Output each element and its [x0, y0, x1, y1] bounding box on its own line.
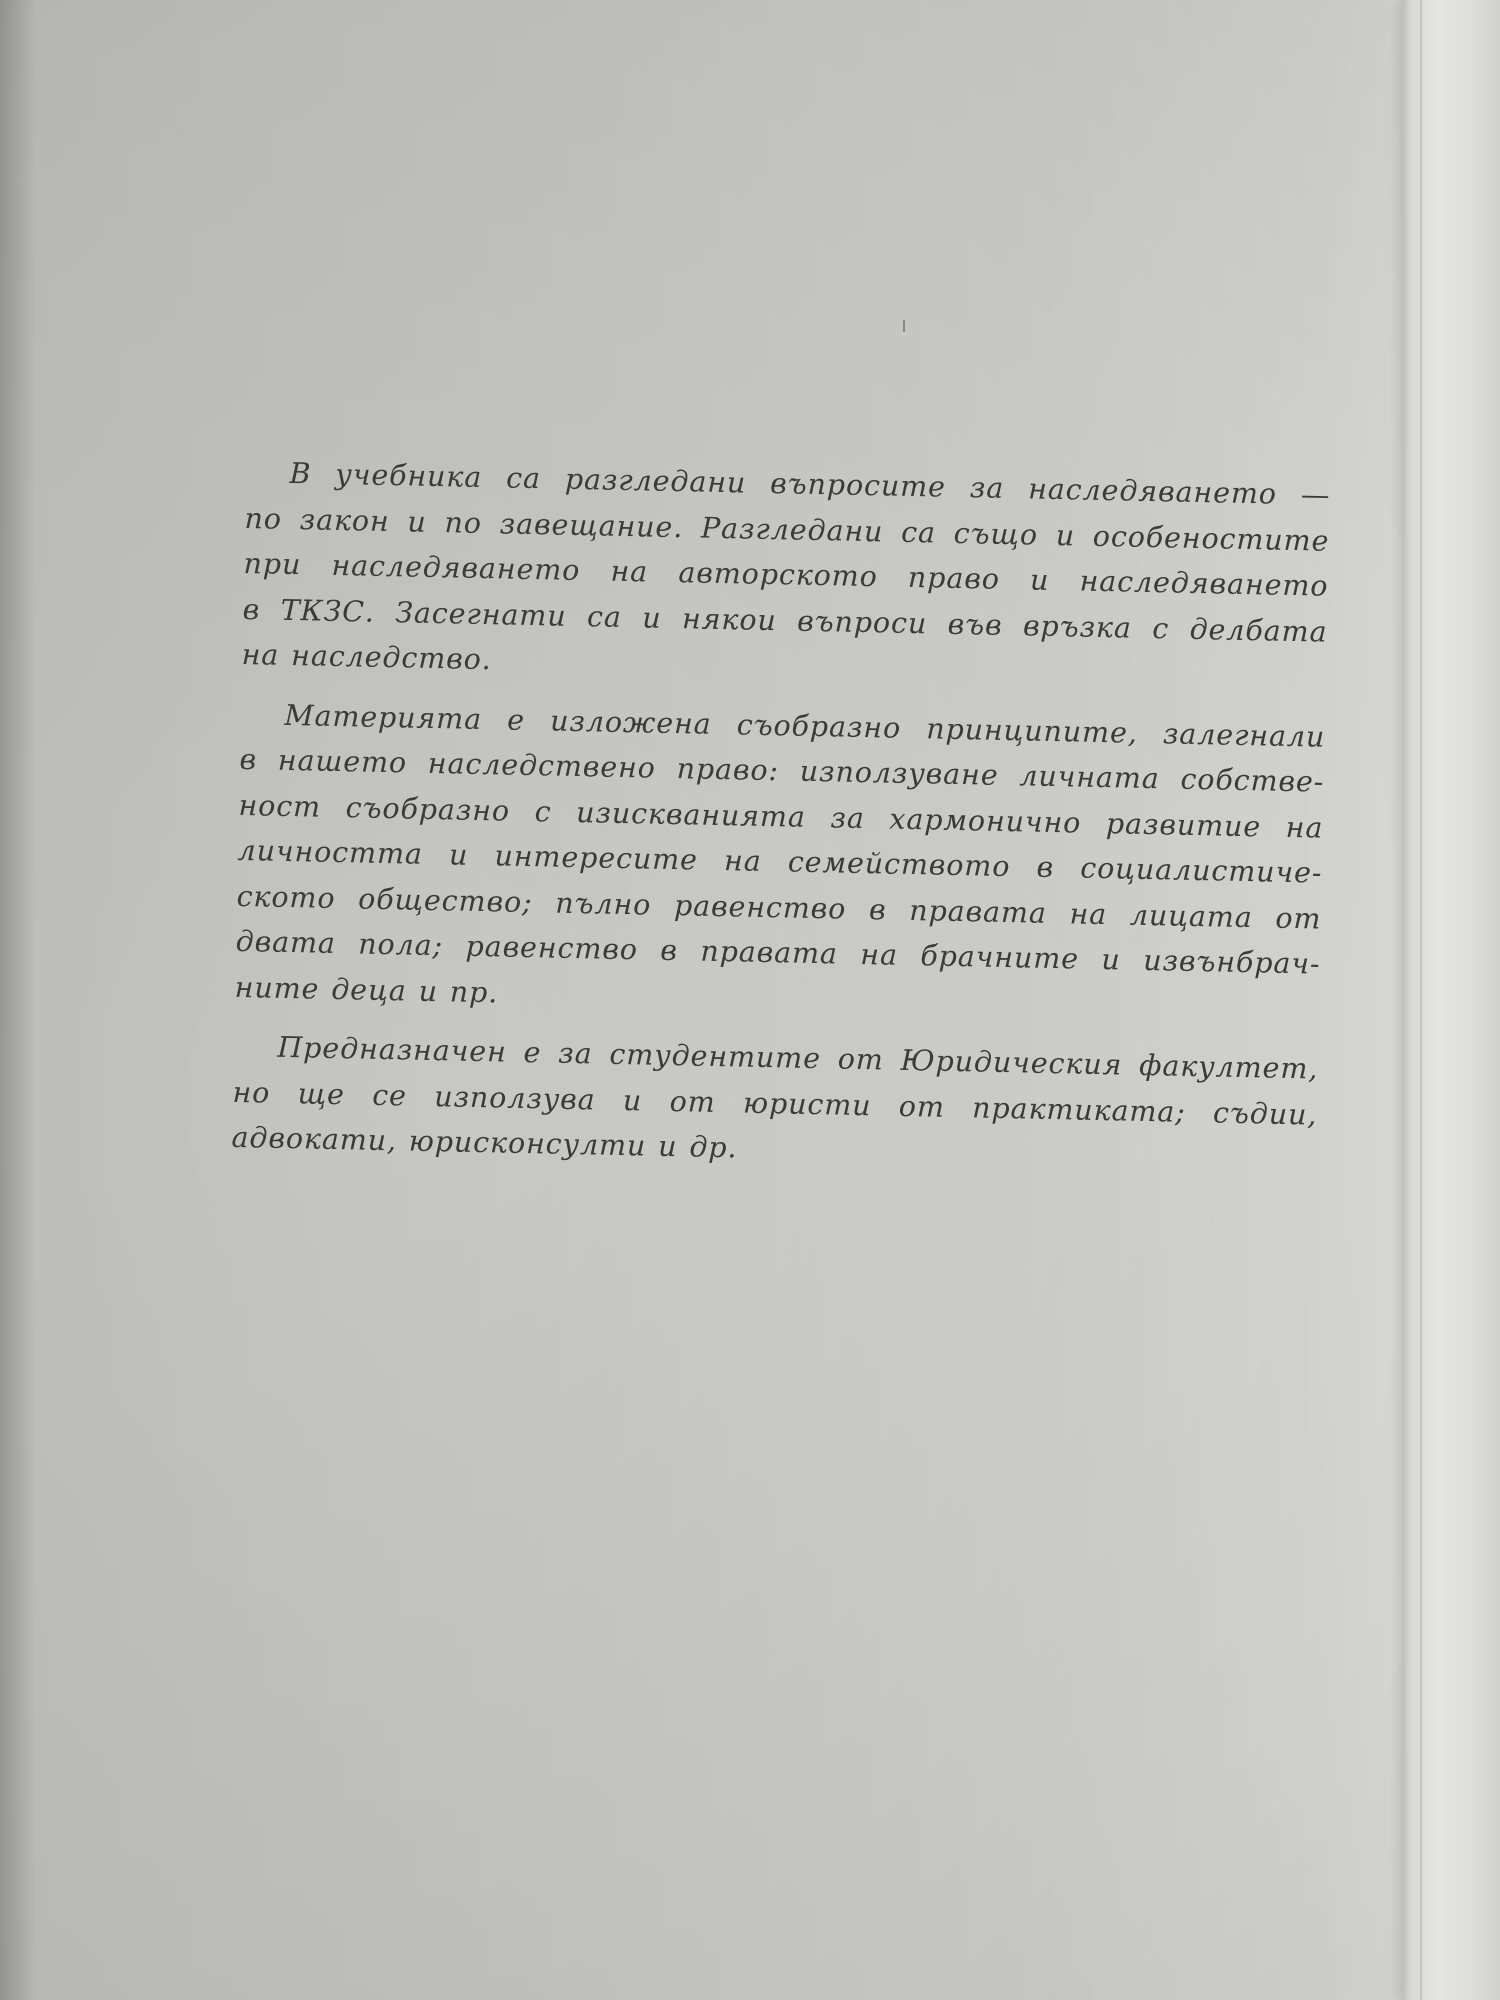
paragraph-1 [241, 450, 1331, 700]
paragraph-2 [234, 691, 1325, 1032]
text-line: при наследяването на авторското право и наследяването [243, 546, 1329, 603]
text-line: ското общество; пълно равенство в правата на лицата от [236, 879, 1322, 936]
gutter-shadow [0, 0, 36, 2000]
paragraph-3 [231, 1024, 1319, 1183]
text-line: личността и интересите на семейството в социалистиче- [237, 833, 1323, 890]
page-edge-line [1420, 0, 1422, 2000]
annotation-text [231, 450, 1331, 1197]
text-line: двата пола; равенство в правата на брачните и извънбрач- [235, 924, 1321, 981]
text-line: но ще се използува и от юристи от практиката; съдии, [232, 1075, 1318, 1132]
text-line: в ТКЗС. Засегнати са и някои въпроси във връзка с делбата [242, 592, 1328, 649]
text-line: по закон и по завещание. Разгледани са също и особеностите [244, 501, 1330, 558]
next-page-edge [1402, 0, 1500, 2000]
text-line: Материята е изложена съобразно принципите, залегнали [284, 698, 1326, 754]
text-line: Предназначен е за студентите от Юридическия факултет, [277, 1030, 1319, 1086]
text-line: В учебника са разгледани въпросите за наследяването — [289, 456, 1331, 512]
text-line: ност съобразно с изискванията за хармонично развитие на [238, 788, 1324, 845]
paper-speck [903, 320, 905, 332]
text-line: на наследство. [241, 637, 493, 677]
text-line: ните деца и пр. [234, 970, 499, 1009]
text-line: адвокати, юрисконсулти и др. [231, 1120, 738, 1165]
text-line: в нашето наследствено право: използуване личната собстве- [239, 742, 1325, 799]
